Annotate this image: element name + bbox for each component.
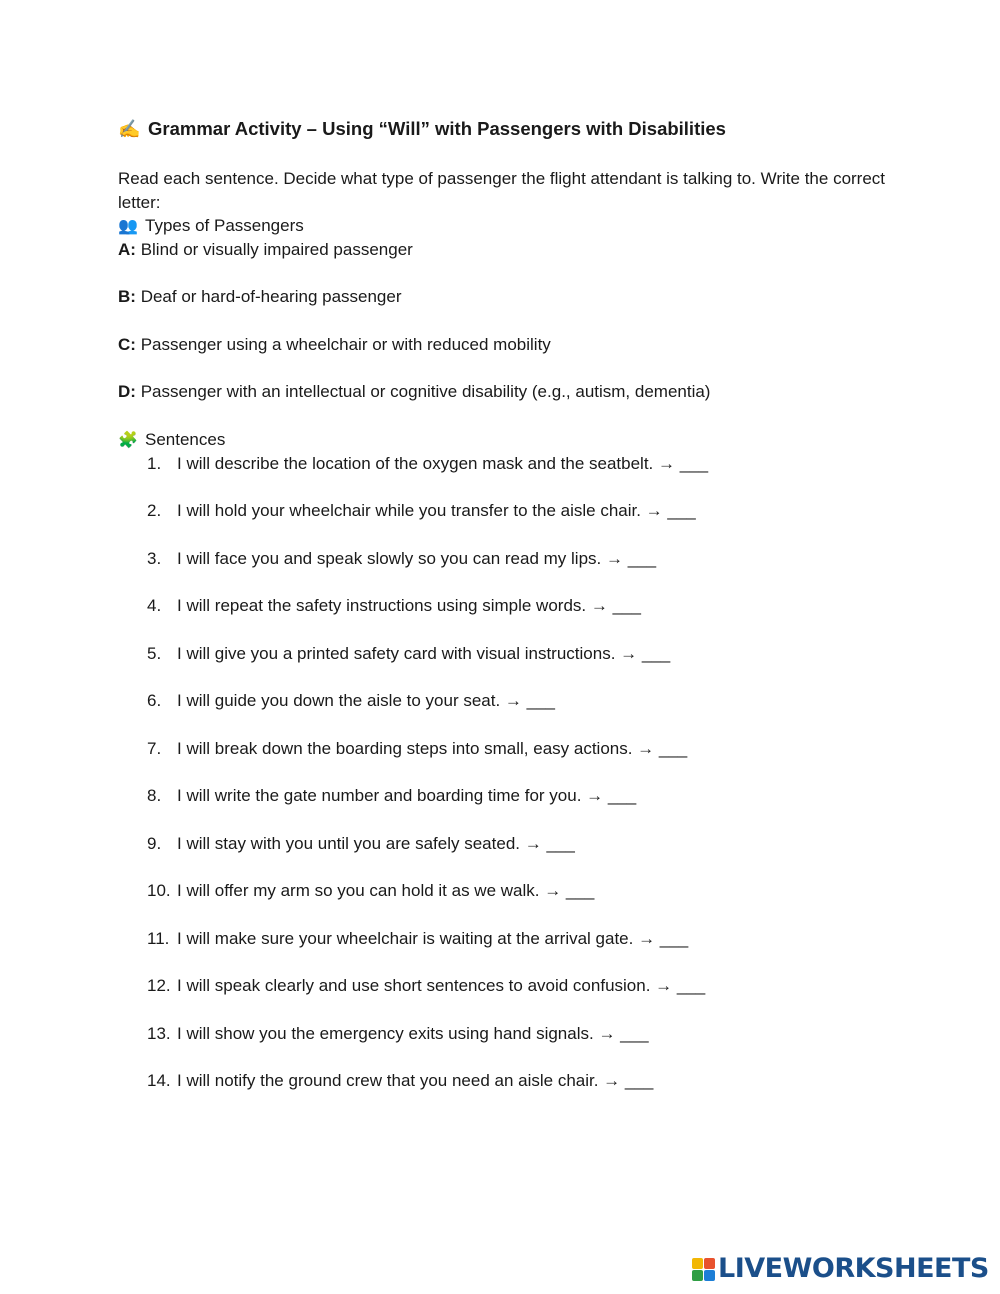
- sentence-item: [147, 452, 708, 476]
- type-letter: D:: [118, 382, 136, 401]
- sentence-text: I will make sure your wheelchair is waiting at the arrival gate. → ___: [177, 929, 689, 948]
- sentence-number: 3.: [147, 549, 162, 568]
- logo-square-icon: [704, 1258, 715, 1269]
- sentence-number: 11.: [147, 929, 170, 948]
- instructions: Read each sentence. Decide what type of passenger the flight attendant is talking to. Write the correct letter:: [118, 169, 886, 212]
- sentence-number: 14.: [147, 1071, 171, 1090]
- type-letter: A:: [118, 240, 136, 259]
- sentence-number: 13.: [147, 1024, 171, 1043]
- writing-hand-icon: ✍️: [118, 119, 141, 139]
- sentence-item: [147, 689, 555, 713]
- sentence-item: [147, 594, 641, 618]
- sentence-number: 4.: [147, 596, 162, 615]
- sentence-number: 12.: [147, 976, 171, 995]
- sentence-number: 2.: [147, 501, 162, 520]
- types-heading: [118, 214, 304, 239]
- sentence-text: I will break down the boarding steps into small, easy actions. → ___: [177, 739, 688, 758]
- type-item-d: [118, 380, 710, 404]
- sentence-item: [147, 879, 594, 903]
- people-icon: 👥: [118, 218, 138, 235]
- sentence-number: 9.: [147, 834, 162, 853]
- logo-mark-icon: [692, 1258, 715, 1281]
- sentence-text: I will describe the location of the oxygen mask and the seatbelt. → ___: [177, 454, 709, 473]
- type-letter: C:: [118, 335, 136, 354]
- page-title-text: Grammar Activity – Using “Will” with Passengers with Disabilities: [148, 118, 726, 139]
- type-text: Passenger using a wheelchair or with reduced mobility: [140, 335, 551, 354]
- sentences-heading: [118, 428, 225, 453]
- sentence-number: 10.: [147, 881, 171, 900]
- sentence-text: I will hold your wheelchair while you transfer to the aisle chair. → ___: [177, 501, 696, 520]
- type-text: Passenger with an intellectual or cognitive disability (e.g., autism, dementia): [140, 382, 711, 401]
- type-item-b: [118, 285, 402, 309]
- sentence-text: I will face you and speak slowly so you can read my lips. → ___: [177, 549, 657, 568]
- logo-square-icon: [692, 1270, 703, 1281]
- sentence-text: I will offer my arm so you can hold it as we walk. → ___: [177, 881, 595, 900]
- sentence-number: 1.: [147, 454, 162, 473]
- puzzle-piece-icon: 🧩: [118, 432, 138, 449]
- logo-square-icon: [692, 1258, 703, 1269]
- sentence-text: I will show you the emergency exits using hand signals. → ___: [177, 1024, 649, 1043]
- sentence-text: I will give you a printed safety card with visual instructions. → ___: [177, 644, 671, 663]
- types-heading-text: Types of Passengers: [145, 216, 304, 235]
- sentence-item: [147, 927, 688, 951]
- sentence-item: [147, 974, 705, 998]
- sentence-item: [147, 784, 636, 808]
- sentence-text: I will notify the ground crew that you need an aisle chair. → ___: [177, 1071, 654, 1090]
- type-text: Blind or visually impaired passenger: [140, 240, 413, 259]
- type-item-c: [118, 333, 551, 357]
- type-item-a: [118, 238, 413, 262]
- sentence-item: [147, 1022, 649, 1046]
- sentence-number: 7.: [147, 739, 162, 758]
- type-text: Deaf or hard-of-hearing passenger: [140, 287, 402, 306]
- sentence-item: [147, 547, 656, 571]
- sentence-text: I will write the gate number and boarding time for you. → ___: [177, 786, 637, 805]
- page-title: [118, 117, 726, 141]
- sentence-text: I will stay with you until you are safely seated. → ___: [177, 834, 575, 853]
- logo-text: LIVEWORKSHEETS: [718, 1253, 989, 1284]
- sentence-number: 5.: [147, 644, 162, 663]
- sentences-heading-text: Sentences: [145, 430, 226, 449]
- sentence-text: I will guide you down the aisle to your seat. → ___: [177, 691, 555, 710]
- sentence-number: 8.: [147, 786, 162, 805]
- sentence-text: I will speak clearly and use short sentences to avoid confusion. → ___: [177, 976, 706, 995]
- sentence-item: [147, 499, 696, 523]
- logo-square-icon: [704, 1270, 715, 1281]
- liveworksheets-logo[interactable]: [692, 1252, 989, 1286]
- type-letter: B:: [118, 287, 136, 306]
- sentence-text: I will repeat the safety instructions using simple words. → ___: [177, 596, 641, 615]
- sentence-number: 6.: [147, 691, 162, 710]
- sentence-item: [147, 832, 575, 856]
- sentence-item: [147, 1069, 653, 1093]
- sentence-item: [147, 737, 687, 761]
- sentence-item: [147, 642, 670, 666]
